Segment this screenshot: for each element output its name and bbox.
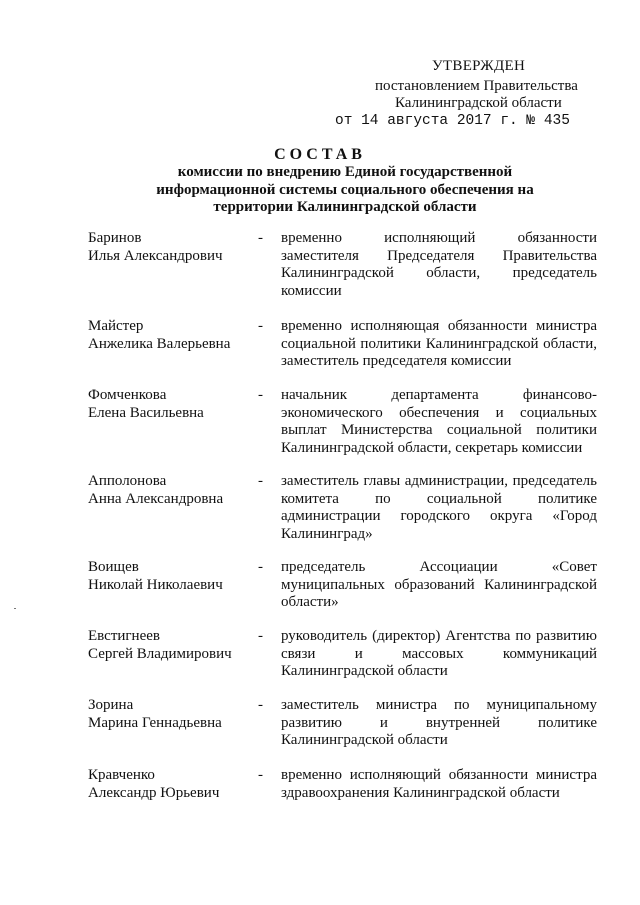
member-name <box>88 628 258 663</box>
approval-title: УТВЕРЖДЕН <box>432 58 526 74</box>
member-surname: Баринов <box>88 230 142 246</box>
member-surname: Фомченкова <box>88 387 167 403</box>
approval-date-number: от 14 августа 2017 г. № 435 <box>335 113 570 129</box>
member-name <box>88 387 258 422</box>
member-role: временно исполняющий обязанности заместителя Председателя Правительства Калининградской области, председатель комиссии <box>281 230 597 299</box>
member-dash: - <box>258 559 263 575</box>
member-given-names: Анжелика Валерьевна <box>88 335 231 352</box>
scan-speck <box>14 608 16 609</box>
member-name <box>88 318 258 353</box>
approval-resolution: постановлением Правительства <box>375 78 578 94</box>
member-given-names: Александр Юрьевич <box>88 784 220 801</box>
member-role: председатель Ассоциации «Совет муниципальных образований Калининградской области» <box>281 559 597 610</box>
approval-region: Калининградской области <box>395 95 562 111</box>
member-surname: Евстигнеев <box>88 628 160 644</box>
member-surname: Кравченко <box>88 767 155 783</box>
member-dash: - <box>258 628 263 644</box>
member-dash: - <box>258 697 263 713</box>
member-name <box>88 697 258 732</box>
member-dash: - <box>258 230 263 246</box>
member-name <box>88 559 258 594</box>
member-name <box>88 473 258 508</box>
document-subtitle: комиссии по внедрению Единой государственной информационной системы социального обеспечения на территории Калининградской области <box>156 164 534 215</box>
member-given-names: Анна Александровна <box>88 490 224 507</box>
member-given-names: Марина Геннадьевна <box>88 714 222 731</box>
document-title: СОСТАВ <box>274 146 366 163</box>
member-surname: Воищев <box>88 559 139 575</box>
member-given-names: Сергей Владимирович <box>88 645 232 662</box>
member-dash: - <box>258 767 263 783</box>
member-role: временно исполняющая обязанности министра социальной политики Калининградской области, заместитель председателя комиссии <box>281 318 597 369</box>
member-role: временно исполняющий обязанности министра здравоохранения Калининградской области <box>281 767 597 801</box>
member-role: начальник департамента финансово-экономического обеспечения и социальных выплат Министерства социальной политики Калининградской области, секретарь комиссии <box>281 387 597 456</box>
member-role: заместитель главы администрации, председатель комитета по социальной политике администрации городского округа «Город Калининград» <box>281 473 597 542</box>
member-given-names: Илья Александрович <box>88 247 223 264</box>
member-role: заместитель министра по муниципальному развитию и внутренней политике Калининградской области <box>281 697 597 748</box>
member-role: руководитель (директор) Агентства по развитию связи и массовых коммуникаций Калининградской области <box>281 628 597 679</box>
member-name <box>88 230 258 265</box>
member-surname: Зорина <box>88 697 134 713</box>
member-given-names: Елена Васильевна <box>88 404 204 421</box>
member-surname: Майстер <box>88 318 144 334</box>
member-dash: - <box>258 318 263 334</box>
member-name <box>88 767 258 802</box>
member-surname: Апполонова <box>88 473 167 489</box>
member-dash: - <box>258 473 263 489</box>
member-dash: - <box>258 387 263 403</box>
member-given-names: Николай Николаевич <box>88 576 223 593</box>
